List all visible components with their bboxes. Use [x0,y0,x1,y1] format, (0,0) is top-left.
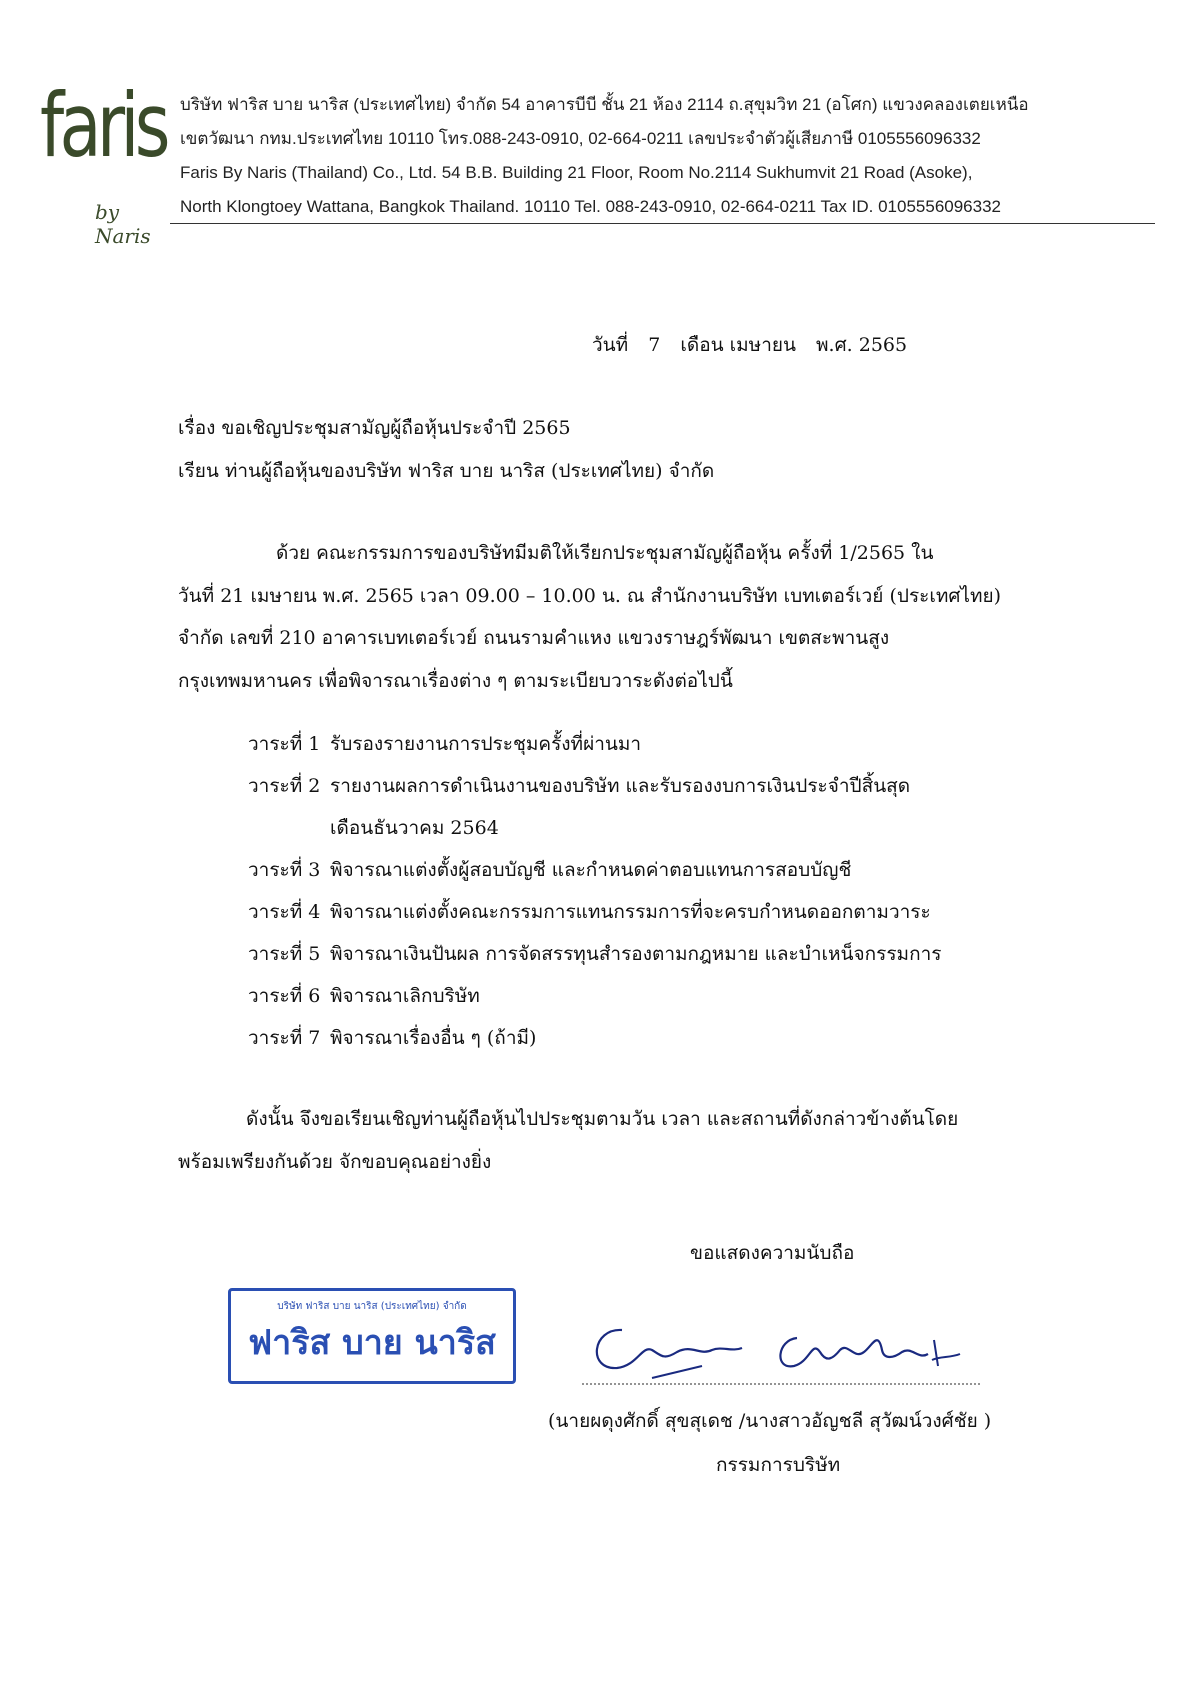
body-line: กรุงเทพมหานคร เพื่อพิจารณาเรื่องต่าง ๆ ตามระเบียบวาระดังต่อไปนี้ [178,670,733,692]
agenda-text: พิจารณาเลิกบริษัท [330,985,480,1007]
stamp-company-name: บริษัท ฟาริส บาย นาริส (ประเทศไทย) จำกัด [277,1301,467,1312]
subject-line: เรื่อง ขอเชิญประชุมสามัญผู้ถือหุ้นประจำปี 2565 [178,417,571,439]
logo-tagline: by Naris [95,200,151,248]
agenda-text: พิจารณาเงินปันผล การจัดสรรทุนสำรองตามกฎหมาย และบำเหน็จกรรมการ [330,943,942,965]
agenda-label: วาระที่ 5 [248,943,321,965]
agenda-continuation: เดือนธันวาคม 2564 [330,817,499,839]
conclusion-line: ดังนั้น จึงขอเรียนเชิญท่านผู้ถือหุ้นไปประชุมตามวัน เวลา และสถานที่ดังกล่าวข้างต้นโดย [246,1108,959,1130]
closing-salutation: ขอแสดงความนับถือ [690,1242,855,1264]
agenda-item [248,939,941,969]
body-line: วันที่ 21 เมษายน พ.ศ. 2565 เวลา 09.00 – 10.00 น. ณ สำนักงานบริษัท เบทเตอร์เวย์ (ประเทศไทย) [178,585,1002,607]
agenda-text: พิจารณาแต่งตั้งผู้สอบบัญชี และกำหนดค่าตอบแทนการสอบบัญชี [330,859,852,881]
agenda-label: วาระที่ 1 [248,733,321,755]
agenda-label: วาระที่ 2 [248,775,321,797]
agenda-label: วาระที่ 3 [248,859,321,881]
agenda-item [248,771,910,801]
agenda-item [248,981,480,1011]
logo-wordmark: faris [40,74,166,177]
agenda-label: วาระที่ 4 [248,901,321,923]
agenda-text: พิจารณาแต่งตั้งคณะกรรมการแทนกรรมการที่จะครบกำหนดออกตามวาระ [330,901,931,923]
agenda-item [248,1023,536,1053]
signatory-names: (นายผดุงศักดิ์ สุขสุเดช /นางสาวอัญชลี สุวัฒน์วงศ์ชัย ) [548,1410,992,1432]
company-logo [40,74,170,248]
agenda-text: พิจารณาเรื่องอื่น ๆ (ถ้ามี) [330,1027,537,1049]
company-stamp [228,1288,516,1384]
date-year: พ.ศ. 2565 [816,334,908,356]
letterhead-line: North Klongtoey Wattana, Bangkok Thailand. 10110 Tel. 088-243-0910, 02-664-0211 Tax ID. 0105556096332 [180,197,1002,216]
agenda-item [248,855,851,885]
agenda-label: วาระที่ 6 [248,985,321,1007]
letterhead-line: บริษัท ฟาริส บาย นาริส (ประเทศไทย) จำกัด 54 อาคารบีบี ชั้น 21 ห้อง 2114 ถ.สุขุมวิท 21 (อโศก) แขวงคลองเตยเหนือ [180,95,1029,114]
signature [582,1300,982,1395]
agenda-label: วาระที่ 7 [248,1027,321,1049]
agenda-item [248,729,641,759]
agenda-text: รายงานผลการดำเนินงานของบริษัท และรับรองงบการเงินประจำปีสิ้นสุด [330,775,911,797]
letter-date [592,330,921,360]
recipient-line: เรียน ท่านผู้ถือหุ้นของบริษัท ฟาริส บาย นาริส (ประเทศไทย) จำกัด [178,460,715,482]
date-day: 7 [648,334,661,356]
letterhead-divider [170,223,1155,224]
body-line: จำกัด เลขที่ 210 อาคารเบทเตอร์เวย์ ถนนรามคำแหง แขวงราษฎร์พัฒนา เขตสะพานสูง [178,627,890,649]
agenda-item [248,897,931,927]
date-month: เดือน เมษายน [680,334,796,356]
letterhead-line: Faris By Naris (Thailand) Co., Ltd. 54 B.B. Building 21 Floor, Room No.2114 Sukhumvit 21 Road (Asoke), [180,163,973,182]
body-line: ด้วย คณะกรรมการของบริษัทมีมติให้เรียกประชุมสามัญผู้ถือหุ้น ครั้งที่ 1/2565 ใน [276,542,934,564]
agenda-text: รับรองรายงานการประชุมครั้งที่ผ่านมา [330,733,642,755]
conclusion-line: พร้อมเพรียงกันด้วย จักขอบคุณอย่างยิ่ง [178,1151,492,1173]
signatory-title: กรรมการบริษัท [716,1454,841,1476]
letterhead [180,88,1160,224]
date-day-label: วันที่ [592,334,629,356]
letterhead-line: เขตวัฒนา กทม.ประเทศไทย 10110 โทร.088-243-0910, 02-664-0211 เลขประจำตัวผู้เสียภาษี 0105556096332 [180,129,981,148]
stamp-brand-name: ฟาริส บาย นาริส [248,1323,496,1363]
